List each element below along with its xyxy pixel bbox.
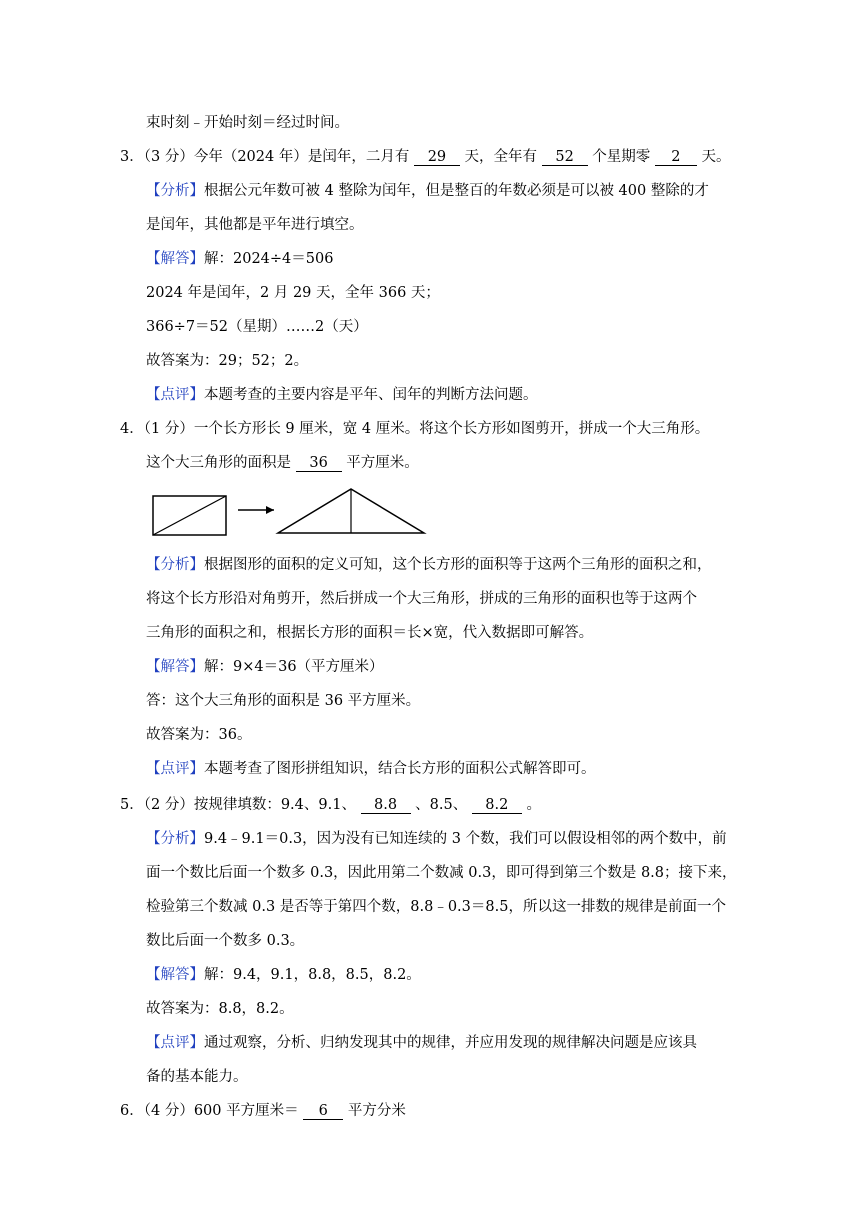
question-number: 6． [120, 1103, 144, 1119]
analysis-tag: 【分析】 [146, 183, 204, 199]
text-line: 故答案为：8.8，8.2。 [146, 1001, 294, 1017]
answer-blank: 6 [303, 1103, 343, 1120]
question-number: 3． [120, 149, 144, 165]
answer-blank: 52 [542, 149, 588, 166]
text-line: 数比后面一个数多 0.3。 [146, 933, 305, 949]
question-text: （2 分）按规律填数：9.4、9.1、 [143, 797, 356, 813]
solution-text: 解：9.4，9.1，8.8，8.5，8.2。 [204, 967, 421, 983]
comment-line [146, 1033, 697, 1053]
text-line: 故答案为：36。 [146, 727, 252, 743]
text-line: 束时刻﹣开始时刻＝经过时间。 [146, 115, 349, 131]
solution-tag: 【解答】 [146, 659, 204, 675]
comment-tag: 【点评】 [146, 387, 204, 403]
solution-text: 解：9×4＝36（平方厘米） [204, 659, 384, 675]
text-line [146, 453, 419, 473]
question-6 [120, 1101, 406, 1121]
arrow-head-icon [266, 506, 274, 514]
question-3 [120, 147, 730, 167]
analysis-line [146, 829, 727, 849]
comment-text: 通过观察，分析、归纳发现其中的规律，并应用发现的规律解决问题是应该具 [204, 1035, 697, 1051]
text-line: 故答案为：29；52；2。 [146, 353, 309, 369]
comment-text: 本题考查了图形拼组知识，结合长方形的面积公式解答即可。 [204, 761, 596, 777]
analysis-line [146, 181, 709, 201]
question-text: 平方厘米。 [346, 455, 419, 471]
analysis-tag: 【分析】 [146, 831, 204, 847]
text-line: 面一个数比后面一个数多 0.3，因此用第二个数减 0.3，即可得到第三个数是 8.8；接下来， [146, 865, 737, 881]
solution-line [146, 965, 421, 985]
answer-blank: 8.2 [472, 797, 522, 814]
solution-line [146, 657, 384, 677]
analysis-text: 根据公元年数可被 4 整除为闰年，但是整百的年数必须是可以被 400 整除的才 [204, 183, 709, 199]
answer-blank: 29 [414, 149, 460, 166]
question-text: （3 分）今年（2024 年）是闰年，二月有 [143, 149, 410, 165]
solution-tag: 【解答】 [146, 251, 204, 267]
comment-line [146, 385, 538, 405]
question-text: 天，全年有 [464, 149, 538, 165]
text-line: 三角形的面积之和，根据长方形的面积＝长×宽，代入数据即可解答。 [146, 625, 594, 641]
question-text: 平方分米 [347, 1103, 406, 1119]
answer-blank: 36 [296, 455, 342, 472]
text-line: 将这个长方形沿对角剪开，然后拼成一个大三角形，拼成的三角形的面积也等于这两个 [146, 591, 697, 607]
question-4 [120, 419, 709, 439]
solution-text: 解：2024÷4＝506 [204, 251, 334, 267]
text-line: 是闰年，其他都是平年进行填空。 [146, 217, 364, 233]
analysis-tag: 【分析】 [146, 557, 204, 573]
text-line: 2024 年是闰年，2 月 29 天，全年 366 天； [146, 285, 440, 301]
analysis-text: 根据图形的面积的定义可知，这个长方形的面积等于这两个三角形的面积之和， [204, 557, 712, 573]
solution-tag: 【解答】 [146, 967, 204, 983]
comment-line [146, 759, 596, 779]
text-line: 答：这个大三角形的面积是 36 平方厘米。 [146, 693, 421, 709]
answer-blank: 8.8 [361, 797, 411, 814]
diagonal-cut-line [153, 496, 226, 535]
analysis-line [146, 555, 712, 575]
comment-tag: 【点评】 [146, 1035, 204, 1051]
question-text: 这个大三角形的面积是 [146, 455, 291, 471]
analysis-text: 9.4﹣9.1＝0.3，因为没有已知连续的 3 个数，我们可以假设相邻的两个数中，前 [204, 831, 727, 847]
question-text: 。 [526, 797, 541, 813]
question-text: 个星期零 [592, 149, 651, 165]
rectangle-to-triangle-figure [150, 486, 430, 538]
question-number: 4． [120, 421, 144, 437]
text-line: 366÷7＝52（星期）……2（天） [146, 319, 368, 335]
text-line: 备的基本能力。 [146, 1069, 248, 1085]
solution-line [146, 249, 333, 269]
question-text: （4 分）600 平方厘米＝ [143, 1103, 299, 1119]
question-text: 、8.5、 [415, 797, 468, 813]
comment-tag: 【点评】 [146, 761, 204, 777]
question-number: 5． [120, 797, 144, 813]
question-text: 天。 [701, 149, 731, 165]
text-line: 检验第三个数减 0.3 是否等于第四个数，8.8﹣0.3＝8.5，所以这一排数的规律是前面一个 [146, 899, 726, 915]
question-text: （1 分）一个长方形长 9 厘米，宽 4 厘米。将这个长方形如图剪开，拼成一个大三角形。 [143, 421, 710, 437]
comment-text: 本题考查的主要内容是平年、闰年的判断方法问题。 [204, 387, 538, 403]
answer-blank: 2 [655, 149, 697, 166]
question-5 [120, 795, 541, 815]
